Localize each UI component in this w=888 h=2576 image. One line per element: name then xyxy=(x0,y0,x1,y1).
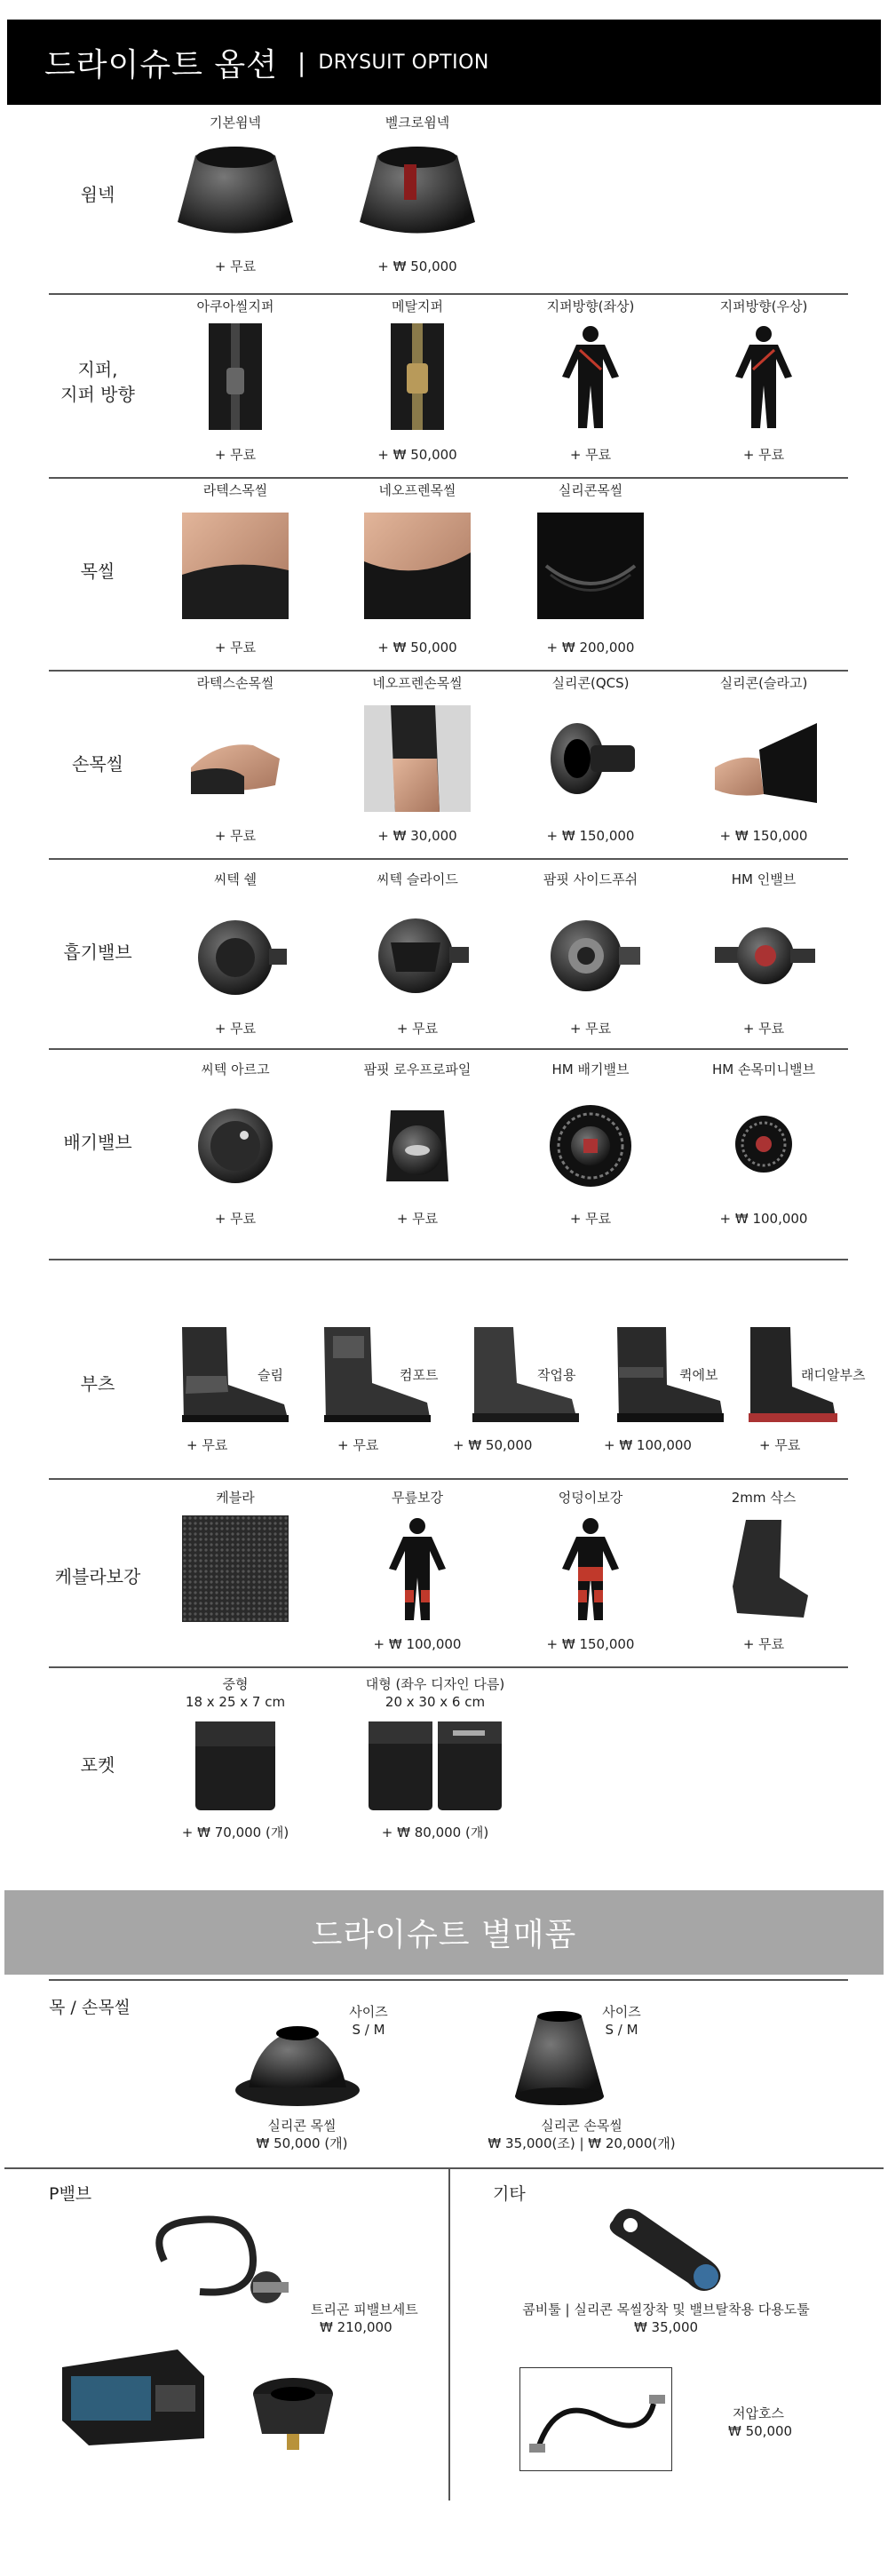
option-price: + ₩ 50,000 xyxy=(377,640,457,656)
header-separator: | xyxy=(297,47,306,77)
kevlar-fabric-photo xyxy=(182,1515,289,1622)
row-label-neck-seal: 목씰 xyxy=(80,561,115,582)
row-label-wimneck: 윔넥 xyxy=(80,184,115,205)
option-price: + 무료 xyxy=(214,1021,257,1037)
option-price: + ₩ 150,000 xyxy=(546,1636,635,1652)
option-name: 실리콘(QCS) xyxy=(551,675,630,691)
product-price: ₩ 50,000 (개) xyxy=(256,2135,348,2151)
option-price: + ₩ 100,000 xyxy=(719,1211,808,1227)
row-label-zipper xyxy=(49,357,147,407)
etc-heading: 기타 xyxy=(493,2184,526,2204)
valve-photo xyxy=(364,1093,471,1199)
option-name: 라텍스손목씰 xyxy=(196,675,274,691)
panel-divider-horizontal xyxy=(4,2167,884,2169)
page-header xyxy=(7,20,881,105)
option-name: 대형 (좌우 디자인 다름) xyxy=(365,1676,505,1692)
option-price: + 무료 xyxy=(759,1437,801,1453)
option-name: 무릎보강 xyxy=(392,1490,443,1506)
option-item-seat-reinforcement[interactable] xyxy=(506,1480,675,1666)
size-value: S / M xyxy=(352,2022,385,2038)
product-name: 콤비툴 | 실리콘 목씰장착 및 밸브탈착용 다용도툴 xyxy=(522,2302,810,2318)
option-price: + 무료 xyxy=(186,1437,228,1453)
option-price: + ₩ 80,000 (개) xyxy=(381,1825,489,1841)
option-name: 벨크로윔넥 xyxy=(385,115,450,131)
product-price: ₩ 210,000 xyxy=(320,2319,392,2335)
option-item-kevlar[interactable] xyxy=(151,1480,320,1666)
header-subtitle: DRYSUIT OPTION xyxy=(318,51,489,74)
row-label-pocket: 포켓 xyxy=(80,1754,115,1776)
row-label-exhaust-valve: 배기밸브 xyxy=(63,1132,132,1153)
accessories-title: 드라이슈트 별매품 xyxy=(311,1917,577,1953)
option-item-pamfit-side-push[interactable] xyxy=(506,860,675,1048)
zipper-photo xyxy=(182,323,289,430)
drysuit-silhouette-photo xyxy=(710,323,817,430)
option-item-zipper-left[interactable] xyxy=(506,295,675,477)
option-price: + 무료 xyxy=(742,447,785,463)
option-price: + 무료 xyxy=(214,640,257,656)
option-price: + ₩ 50,000 xyxy=(377,447,457,463)
option-price: + ₩ 150,000 xyxy=(546,828,635,844)
option-name: 기본윔넥 xyxy=(210,115,261,131)
velcro-wimneck-photo xyxy=(351,138,484,244)
option-item-hm-in-valve[interactable] xyxy=(679,860,848,1048)
option-item-velcro-wimneck[interactable] xyxy=(333,111,502,293)
option-name: 케블라 xyxy=(216,1490,255,1506)
option-name: 실리콘목씰 xyxy=(558,482,623,498)
hose-photo xyxy=(519,2367,672,2471)
option-item-pocket-large[interactable] xyxy=(342,1668,528,1855)
combi-tool-product[interactable] xyxy=(453,2194,879,2345)
option-name: 팜핏 사이드푸쉬 xyxy=(543,871,638,887)
option-item-sitech-argo[interactable] xyxy=(151,1050,320,1259)
option-name: 씨텍 아르고 xyxy=(201,1061,270,1077)
drysuit-silhouette-photo xyxy=(537,323,644,430)
option-item-hm-wrist-mini-valve[interactable] xyxy=(679,1050,848,1259)
option-name: 네오프렌목씰 xyxy=(378,482,456,498)
option-item-boot-radial[interactable] xyxy=(737,1260,888,1478)
option-item-sitech-slide[interactable] xyxy=(333,860,502,1048)
option-price: + ₩ 200,000 xyxy=(546,640,635,656)
row-label-kevlar: 케블라보강 xyxy=(54,1566,141,1587)
option-row-wrist-seal xyxy=(49,672,848,860)
option-item-silicone-neck-seal[interactable] xyxy=(506,479,675,670)
option-item-2mm-socks[interactable] xyxy=(679,1480,848,1666)
option-price: + 무료 xyxy=(214,258,257,274)
option-name: 컴포트 xyxy=(400,1367,439,1383)
option-price: + ₩ 70,000 (개) xyxy=(181,1825,289,1841)
option-name: 아쿠아씰지퍼 xyxy=(196,298,274,314)
row-label-line: 지퍼 방향 xyxy=(60,384,135,405)
low-pressure-hose-product[interactable] xyxy=(519,2367,857,2474)
valve-photo xyxy=(537,1093,644,1199)
option-item-pamfit-low-profile[interactable] xyxy=(333,1050,502,1259)
latex-neck-seal-photo xyxy=(182,513,289,619)
option-price: + ₩ 50,000 xyxy=(453,1437,533,1453)
option-price: + 무료 xyxy=(214,447,257,463)
option-price: + ₩ 100,000 xyxy=(604,1437,692,1453)
option-row-pocket xyxy=(49,1668,848,1855)
option-item-sitech-shell[interactable] xyxy=(151,860,320,1048)
valve-photo xyxy=(710,902,817,1009)
valve-photo xyxy=(537,902,644,1009)
neoprene-neck-seal-photo xyxy=(364,513,471,619)
pocket-photo xyxy=(182,1717,289,1815)
pocket-photo xyxy=(364,1717,506,1815)
latex-wrist-seal-photo xyxy=(182,705,289,812)
option-item-boot-comfort[interactable] xyxy=(311,1260,444,1478)
option-item-silicone-slago[interactable] xyxy=(679,672,848,858)
option-name: HM 인밸브 xyxy=(731,871,797,887)
product-price: ₩ 35,000 xyxy=(633,2319,699,2335)
option-row-zipper xyxy=(49,295,848,479)
option-name: 작업용 xyxy=(537,1367,576,1383)
option-name: 팜핏 로우프로파일 xyxy=(363,1061,472,1077)
silicone-neck-seal-photo xyxy=(537,513,644,619)
product-price: ₩ 50,000 xyxy=(728,2423,793,2439)
row-label-inflate-valve: 흡기밸브 xyxy=(63,942,132,963)
option-item-neoprene-neck-seal[interactable] xyxy=(333,479,502,670)
neoprene-wrist-seal-photo xyxy=(364,705,471,812)
row-label-wrist-seal: 손목씰 xyxy=(72,753,123,775)
p-valve-product[interactable] xyxy=(53,2198,444,2465)
product-name: 실리콘 손목씰 xyxy=(541,2118,622,2134)
option-name: 2mm 삭스 xyxy=(731,1490,797,1506)
option-price: + ₩ 150,000 xyxy=(719,828,808,844)
option-row-boots xyxy=(49,1260,866,1480)
option-price: + 무료 xyxy=(742,1636,785,1652)
p-valve-heading: P밸브 xyxy=(49,2184,92,2204)
option-item-latex-wrist-seal[interactable] xyxy=(151,672,320,858)
p-valve-box-photo xyxy=(53,2341,209,2447)
row-label-boots: 부츠 xyxy=(80,1373,115,1395)
metal-zipper-photo xyxy=(364,323,471,430)
drysuit-silhouette-photo xyxy=(364,1515,471,1622)
option-price: + ₩ 50,000 xyxy=(377,258,457,274)
option-name: 래디알부츠 xyxy=(801,1367,866,1383)
p-valve-part-photo xyxy=(244,2358,342,2456)
size-label: 사이즈 xyxy=(602,2004,641,2020)
option-item-knee-reinforcement[interactable] xyxy=(333,1480,502,1666)
option-item-aquaseal-zipper[interactable] xyxy=(151,295,320,477)
option-name: 슬림 xyxy=(258,1367,283,1383)
valve-photo xyxy=(182,902,289,1009)
valve-photo xyxy=(710,1093,817,1199)
option-row-exhaust-valve xyxy=(49,1050,848,1260)
option-item-boot-slim[interactable] xyxy=(169,1260,302,1478)
size-value: S / M xyxy=(605,2022,638,2038)
combi-tool-photo xyxy=(604,2198,737,2296)
option-price: + ₩ 30,000 xyxy=(377,828,457,844)
option-item-basic-wimneck[interactable] xyxy=(151,111,320,293)
option-price: + 무료 xyxy=(396,1211,439,1227)
product-name: 트리곤 피밸브세트 xyxy=(311,2302,418,2318)
silicone-neck-seal-product[interactable] xyxy=(218,1999,440,2159)
option-size: 20 x 30 x 6 cm xyxy=(385,1694,486,1710)
option-name: 라텍스목씰 xyxy=(202,482,268,498)
neck-wrist-heading: 목 / 손목씰 xyxy=(49,1998,131,2017)
silicone-qcs-photo xyxy=(537,705,644,812)
option-name: 실리콘(슬라고) xyxy=(719,675,808,691)
p-valve-hose-photo xyxy=(147,2207,297,2314)
accessories-divider xyxy=(49,1979,848,1981)
option-price: + 무료 xyxy=(569,1021,612,1037)
product-name: 실리콘 목씰 xyxy=(267,2118,337,2134)
option-name: 중형 xyxy=(222,1676,249,1692)
wimneck-photo xyxy=(169,138,302,244)
valve-photo xyxy=(182,1093,289,1199)
option-item-latex-neck-seal[interactable] xyxy=(151,479,320,670)
option-name: 지퍼방향(좌상) xyxy=(546,298,635,314)
option-name: 메탈지퍼 xyxy=(392,298,443,314)
panel-divider-vertical xyxy=(448,2167,450,2500)
option-price: + 무료 xyxy=(569,447,612,463)
accessories-section-header xyxy=(4,1890,884,1975)
option-name: HM 손목미니밸브 xyxy=(712,1061,815,1077)
option-item-hm-exhaust-valve[interactable] xyxy=(506,1050,675,1259)
option-price: + 무료 xyxy=(214,1211,257,1227)
option-price: + 무료 xyxy=(337,1437,379,1453)
option-item-metal-zipper[interactable] xyxy=(333,295,502,477)
option-price: + 무료 xyxy=(214,828,257,844)
option-price: + 무료 xyxy=(396,1021,439,1037)
option-price: + 무료 xyxy=(742,1021,785,1037)
header-title: 드라이슈트 옵션 xyxy=(44,46,278,83)
silicone-wrist-seal-product[interactable] xyxy=(462,1999,710,2159)
product-name: 저압호스 xyxy=(733,2405,784,2421)
drysuit-silhouette-photo xyxy=(537,1515,644,1622)
row-label-line: 지퍼, xyxy=(77,359,118,380)
option-size: 18 x 25 x 7 cm xyxy=(185,1694,286,1710)
option-row-inflate-valve xyxy=(49,860,848,1050)
option-price: + ₩ 100,000 xyxy=(373,1636,462,1652)
option-row-wimneck xyxy=(49,111,848,295)
socks-photo xyxy=(710,1515,817,1622)
valve-photo xyxy=(364,902,471,1009)
option-name: 지퍼방향(우상) xyxy=(719,298,808,314)
option-name: 씨텍 슬라이드 xyxy=(377,871,458,887)
option-name: 퀵에보 xyxy=(679,1367,718,1383)
option-item-boot-work[interactable] xyxy=(453,1260,595,1478)
option-row-kevlar xyxy=(49,1480,848,1668)
option-item-pocket-medium[interactable] xyxy=(151,1668,320,1855)
option-item-boot-quick-evo[interactable] xyxy=(604,1260,737,1478)
option-name: 엉덩이보강 xyxy=(558,1490,623,1506)
option-name: 씨텍 쉘 xyxy=(213,871,258,887)
option-item-silicone-qcs[interactable] xyxy=(506,672,675,858)
option-item-neoprene-wrist-seal[interactable] xyxy=(333,672,502,858)
option-item-zipper-right[interactable] xyxy=(679,295,848,477)
option-name: HM 배기밸브 xyxy=(551,1061,630,1077)
option-row-neck-seal xyxy=(49,479,848,672)
option-name: 네오프렌손목씰 xyxy=(372,675,463,691)
option-price: + 무료 xyxy=(569,1211,612,1227)
silicone-slago-photo xyxy=(710,705,817,812)
size-label: 사이즈 xyxy=(349,2004,388,2020)
product-price: ₩ 35,000(조) | ₩ 20,000(개) xyxy=(488,2135,676,2151)
